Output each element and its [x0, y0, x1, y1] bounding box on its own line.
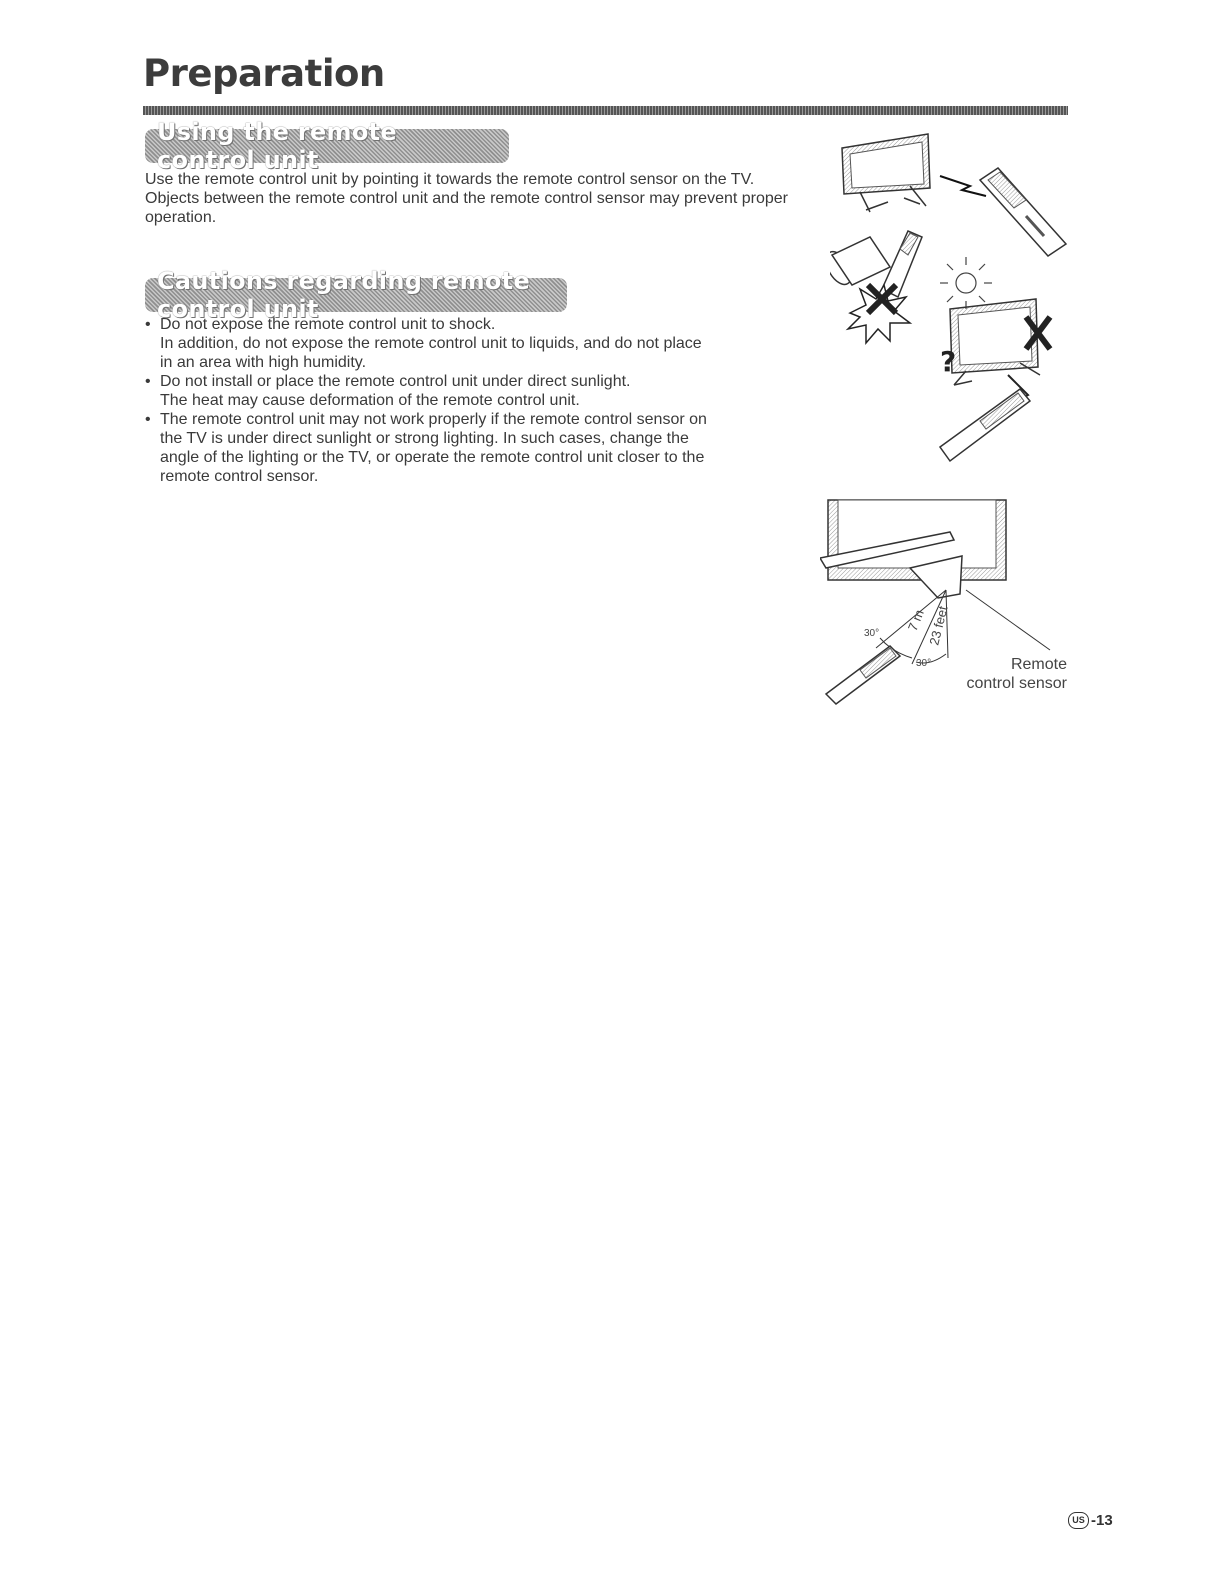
- caution-line: Do not install or place the remote control unit under direct sunlight.: [160, 373, 631, 390]
- bullet-icon: •: [145, 373, 151, 390]
- tv-icon: [950, 299, 1040, 385]
- angle-left-label: 30°: [864, 628, 880, 639]
- using-intro-text: Use the remote control unit by pointing it towards the remote control sensor on the TV. Objects between the remote control unit and the remote control sensor may prevent proper operation.: [145, 171, 789, 226]
- distance-imperial-label: 23 feet: [926, 604, 951, 647]
- sensor-label-line: Remote: [1010, 656, 1067, 673]
- angle-right-label: 30°: [916, 658, 932, 669]
- title-rule: [143, 106, 1068, 115]
- caution-item: [145, 372, 810, 410]
- caution-line: Do not expose the remote control unit to shock.: [160, 316, 496, 333]
- remote-icon: [940, 389, 1030, 461]
- page-title: Preparation: [143, 52, 385, 95]
- caution-line: The heat may cause deformation of the remote control unit.: [160, 392, 580, 409]
- range-lines: [876, 590, 1050, 664]
- remote-icon: [826, 646, 900, 704]
- section-heading-using: Using the remote control unit: [145, 129, 509, 163]
- caution-line: in an area with high humidity.: [160, 354, 367, 371]
- caution-line: remote control sensor.: [160, 468, 319, 485]
- caution-line: angle of the lighting or the TV, or operate the remote control unit closer to the: [160, 449, 705, 466]
- bullet-icon: •: [145, 411, 151, 428]
- page-number: [1068, 1512, 1113, 1529]
- bullet-icon: •: [145, 316, 151, 333]
- caution-list: [145, 315, 810, 486]
- distance-metric-label: 7 m: [904, 607, 927, 634]
- signal-icon: [940, 176, 986, 196]
- caution-line: In addition, do not expose the remote control unit to liquids, and do not place: [160, 335, 702, 352]
- tv-icon: [820, 500, 1006, 598]
- caution-line: The remote control unit may not work properly if the remote control sensor on: [160, 411, 707, 428]
- sun-icon: [940, 257, 992, 309]
- remote-cautions-illustration: [830, 225, 1070, 470]
- caution-line: the TV is under direct sunlight or strong lighting. In such cases, change the: [160, 430, 689, 447]
- us-badge-icon: US: [1068, 1512, 1089, 1529]
- section-heading-cautions: Cautions regarding remote control unit: [145, 278, 567, 312]
- tv-icon: [842, 134, 930, 212]
- caution-item: [145, 315, 810, 372]
- caution-item: [145, 410, 810, 486]
- can-icon: [830, 237, 890, 289]
- sensor-label-line: control sensor: [966, 675, 1067, 692]
- page-number-value: -13: [1091, 1512, 1113, 1529]
- question-mark-icon: ?: [940, 345, 957, 378]
- sensor-label: [935, 655, 1067, 693]
